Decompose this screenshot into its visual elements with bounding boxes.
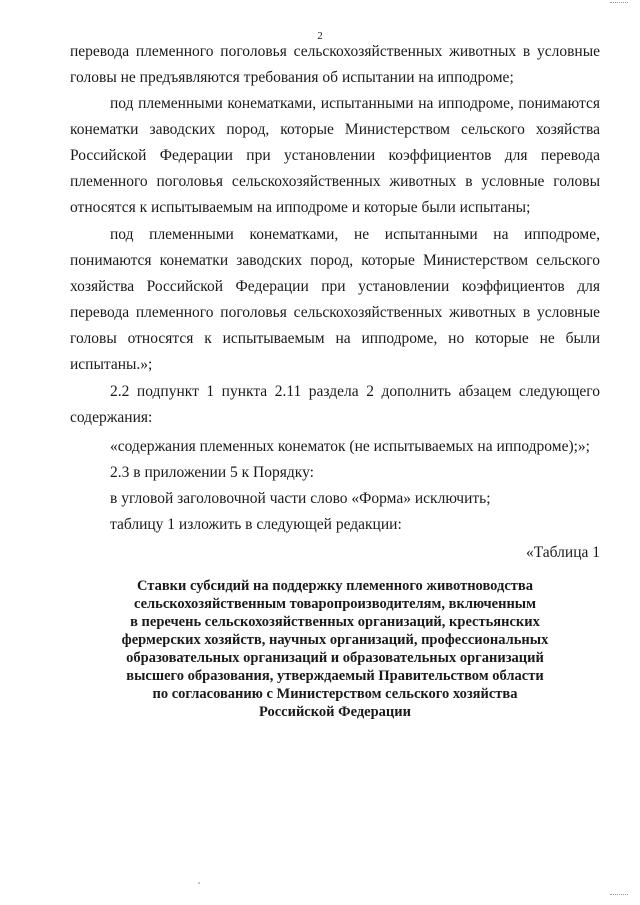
table-title-line: Российской Федерации [258, 704, 411, 720]
scan-mark [610, 2, 628, 6]
paragraph-line: относятся к испытываемым на ипподроме и которые были испытаны; [70, 199, 531, 216]
paragraph-line: конематки заводских пород, которые Министерством сельского хозяйства [70, 121, 600, 138]
table-title-line: фермерских хозяйств, научных организаций, профессиональных [121, 632, 549, 648]
table-title-line: Ставки субсидий на поддержку племенного животноводства [137, 578, 533, 594]
table-title-line: сельскохозяйственным товаропроизводителям, включенным [133, 596, 537, 612]
paragraph-line: перевода племенного поголовья сельскохозяйственных животных в условные [70, 304, 600, 321]
scan-mark [610, 894, 628, 898]
paragraph-line: «содержания племенных конематок (не испытываемых на ипподроме);»; [110, 438, 590, 455]
paragraph-line: Российской Федерации при установлении коэффициентов для перевода [70, 147, 600, 164]
paragraph-line: головы не предъявляются требования об испытании на ипподроме; [70, 69, 514, 86]
paragraph-line: под племенными конематками, не испытанными на ипподроме, [110, 226, 600, 243]
paragraph-line: хозяйства Российской Федерации при установлении коэффициентов для [70, 278, 600, 295]
scan-speck [198, 882, 200, 884]
paragraph-line: перевода племенного поголовья сельскохозяйственных животных в условные [70, 43, 600, 60]
paragraph-line: содержания: [70, 409, 153, 426]
paragraph-line: 2.3 в приложении 5 к Порядку: [110, 464, 314, 481]
paragraph-line: головы относятся к испытываемым на ипподроме, но которые не были [70, 330, 600, 347]
table-title-line: по согласованию с Министерством сельского хозяйства [152, 686, 518, 702]
paragraph-line: в угловой заголовочной части слово «Форма» исключить; [110, 490, 491, 507]
paragraph-line: таблицу 1 изложить в следующей редакции: [110, 516, 402, 533]
table-label: «Таблица 1 [525, 544, 600, 561]
table-title-line: в перечень сельскохозяйственных организаций, крестьянских [130, 614, 540, 630]
table-title-line: высшего образования, утверждаемый Правительством области [126, 668, 544, 684]
paragraph-line: 2.2 подпункт 1 пункта 2.11 раздела 2 дополнить абзацем следующего [110, 383, 600, 400]
paragraph-line: испытаны.»; [70, 356, 153, 373]
table-title-line: образовательных организаций и образовательных организаций [126, 650, 544, 666]
paragraph-line: под племенными конематками, испытанными на ипподроме, понимаются [110, 95, 600, 112]
paragraph-line: племенного поголовья сельскохозяйственных животных в условные головы [70, 173, 600, 190]
paragraph-line: понимаются конематки заводских пород, которые Министерством сельского [70, 252, 600, 269]
page-number: 2 [317, 30, 323, 42]
